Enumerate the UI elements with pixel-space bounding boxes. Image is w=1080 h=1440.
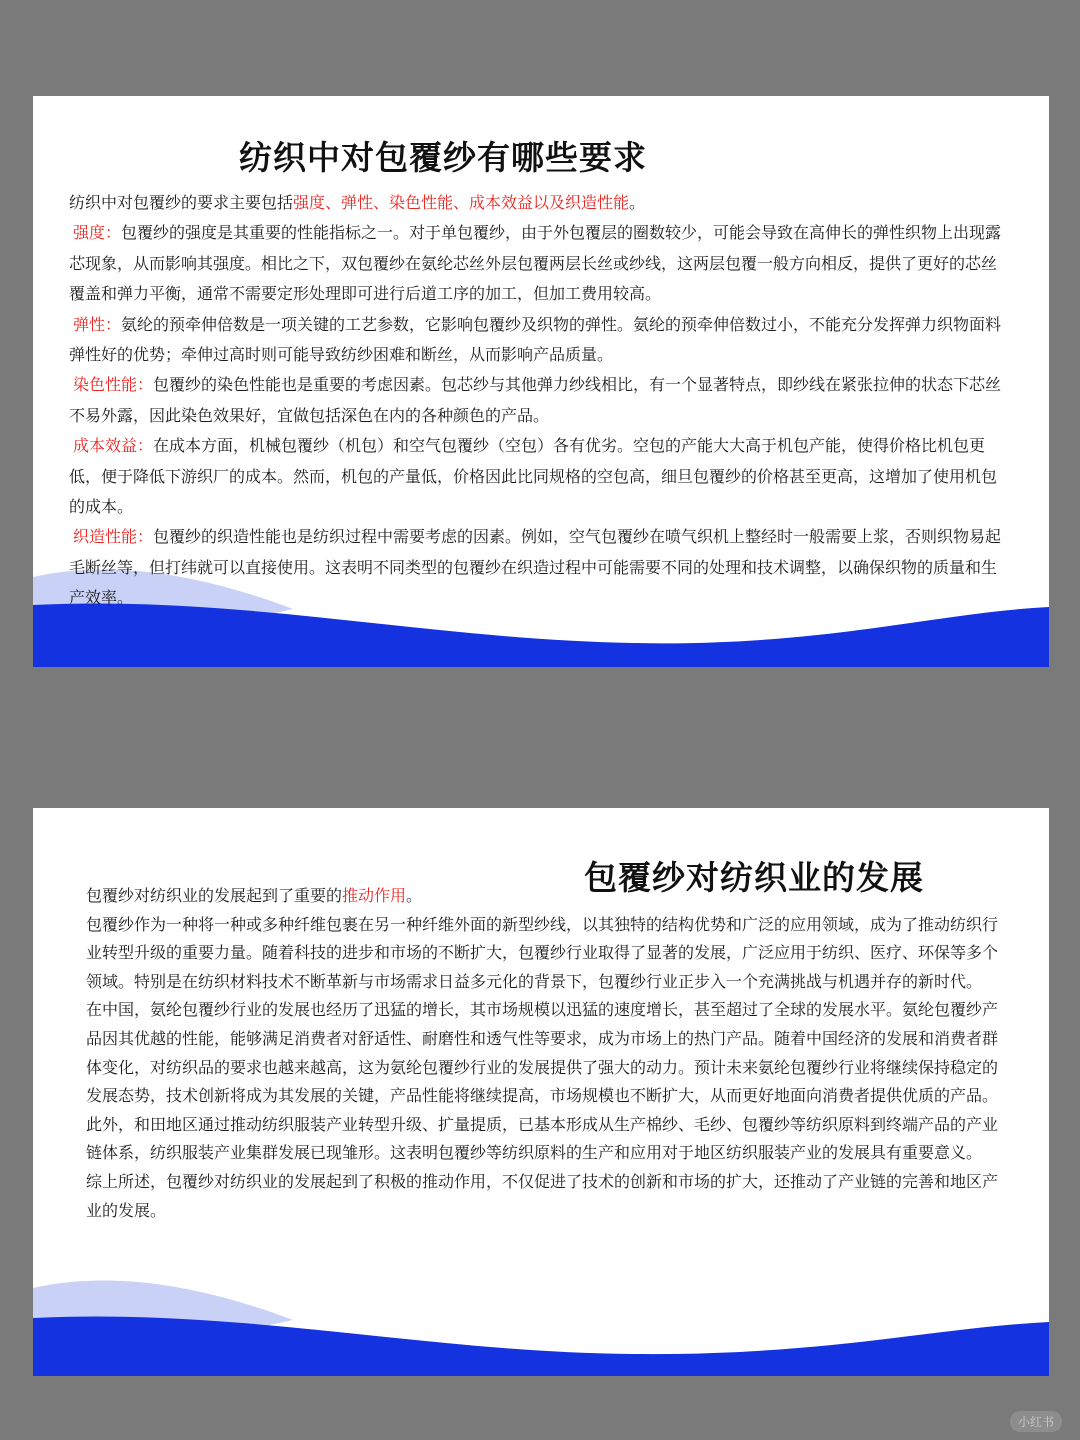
section-dyeing xyxy=(69,370,1009,431)
slide-development xyxy=(33,808,1049,1376)
section-heading: 织造性能： xyxy=(73,527,154,547)
section-text: 包覆纱的织造性能也是纺织过程中需要考虑的因素。例如，空气包覆纱在喷气织机上整经时一般需要上浆，否则织物易起毛断丝等，但打纬就可以直接使用。这表明不同类型的包覆纱在织造过程中可能需要不同的处理和技术调整，以确保织物的质量和生产效率。 xyxy=(69,527,1002,608)
intro-text: 包覆纱对纺织业的发展起到了重要的 xyxy=(86,886,343,905)
page-title: 纺织中对包覆纱有哪些要求 xyxy=(239,138,647,177)
paragraph: 包覆纱作为一种将一种或多种纤维包裹在另一种纤维外面的新型纱线，以其独特的结构优势和广泛的应用领域，成为了推动纺织行业转型升级的重要力量。随着科技的进步和市场的不断扩大，包覆纱行业取得了显著的发展，广泛应用于纺织、医疗、环保等多个领域。特别是在纺织材料技术不断革新与市场需求日益多元化的背景下，包覆纱行业正步入一个充满挑战与机遇并存的新时代。 xyxy=(86,914,999,991)
page-title: 包覆纱对纺织业的发展 xyxy=(584,858,924,897)
section-elasticity xyxy=(69,310,1009,371)
section-heading: 染色性能： xyxy=(73,375,154,395)
section-cost xyxy=(69,431,1009,522)
intro-highlight: 强度、弹性、染色性能、成本效益以及织造性能 xyxy=(293,193,630,212)
section-strength xyxy=(69,218,1009,309)
intro-paragraph xyxy=(86,882,1009,911)
intro-suffix: 。 xyxy=(406,886,423,905)
intro-highlight: 推动作用 xyxy=(342,886,407,905)
content-body xyxy=(86,882,1009,1225)
section-text: 在成本方面，机械包覆纱（机包）和空气包覆纱（空包）各有优劣。空包的产能大大高于机包产能，使得价格比机包更低，便于降低下游织厂的成本。然而，机包的产量低，价格因此比同规格的空包高，细旦包覆纱的价格甚至更高，这增加了使用机包的成本。 xyxy=(69,436,998,517)
content-body xyxy=(69,188,1009,614)
section-text: 氨纶的预牵伸倍数是一项关键的工艺参数，它影响包覆纱及织物的弹性。氨纶的预牵伸倍数过小，不能充分发挥弹力织物面料弹性好的优势；牵伸过高时则可能导致纺纱困难和断丝，从而影响产品质量。 xyxy=(69,314,1002,365)
section-heading: 强度： xyxy=(73,223,122,243)
section-text: 包覆纱的强度是其重要的性能指标之一。对于单包覆纱，由于外包覆层的圈数较少，可能会导致在高伸长的弹性织物上出现露芯现象，从而影响其强度。相比之下，双包覆纱在氨纶芯丝外层包覆两层长丝或纱线，这两层包覆一般方向相反，提供了更好的芯丝覆盖和弹力平衡，通常不需要定形处理即可进行后道工序的加工，但加工费用较高。 xyxy=(69,223,1002,304)
paragraph: 综上所述，包覆纱对纺织业的发展起到了积极的推动作用，不仅促进了技术的创新和市场的扩大，还推动了产业链的完善和地区产业的发展。 xyxy=(86,1171,999,1220)
section-heading: 弹性： xyxy=(73,314,122,334)
intro-paragraph xyxy=(69,188,1009,218)
slide-requirements xyxy=(33,96,1049,667)
section-text: 包覆纱的染色性能也是重要的考虑因素。包芯纱与其他弹力纱线相比，有一个显著特点，即纱线在紧张拉伸的状态下芯丝不易外露，因此染色效果好，宜做包括深色在内的各种颜色的产品。 xyxy=(69,375,1002,425)
intro-text: 纺织中对包覆纱的要求主要包括 xyxy=(69,193,294,212)
section-heading: 成本效益： xyxy=(73,436,154,456)
paragraph: 此外，和田地区通过推动纺织服装产业转型升级、扩量提质，已基本形成从生产棉纱、毛纱、包覆纱等纺织原料到终端产品的产业链体系，纺织服装产业集群发展已现雏形。这表明包覆纱等纺织原料的生产和应用对于地区纺织服装产业的发展具有重要意义。 xyxy=(86,1114,999,1163)
section-weaving xyxy=(69,522,1009,613)
wave-decoration xyxy=(33,1256,1049,1376)
paragraph: 在中国，氨纶包覆纱行业的发展也经历了迅猛的增长，其市场规模以迅猛的速度增长，甚至超过了全球的发展水平。氨纶包覆纱产品因其优越的性能，能够满足消费者对舒适性、耐磨性和透气性等要求，成为市场上的热门产品。随着中国经济的发展和消费者群体变化，对纺织品的要求也越来越高，这为氨纶包覆纱行业的发展提供了强大的动力。预计未来氨纶包覆纱行业将继续保持稳定的发展态势，技术创新将成为其发展的关键，产品性能将继续提高，市场规模也不断扩大，从而更好地面向消费者提供优质的产品。 xyxy=(86,1000,999,1106)
intro-suffix: 。 xyxy=(629,193,646,212)
watermark: 小红书 xyxy=(1010,1411,1062,1432)
